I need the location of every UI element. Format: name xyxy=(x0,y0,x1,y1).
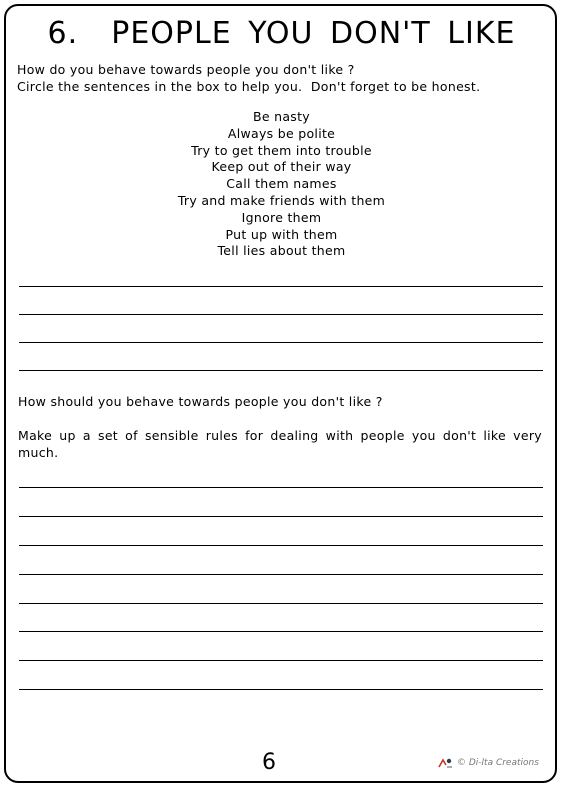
answer-line[interactable] xyxy=(19,660,543,661)
option-item[interactable]: Ignore them xyxy=(241,209,322,225)
publisher-logo-icon xyxy=(438,757,454,769)
credit xyxy=(438,756,539,770)
answer-line[interactable] xyxy=(19,286,543,287)
answer-line[interactable] xyxy=(19,314,543,315)
option-item[interactable]: Call them names xyxy=(226,176,337,192)
answer-line[interactable] xyxy=(19,516,543,517)
intro-question: How do you behave towards people you don't like ? xyxy=(17,62,355,77)
intro-instruction: Circle the sentences in the box to help you. Don't forget to be honest. xyxy=(17,79,481,94)
option-item[interactable]: Keep out of their way xyxy=(211,159,352,175)
answer-line[interactable] xyxy=(19,689,543,690)
option-item[interactable]: Be nasty xyxy=(252,109,311,124)
options-list xyxy=(0,108,563,259)
option-item[interactable]: Always be polite xyxy=(227,125,336,141)
intro-text xyxy=(17,61,547,95)
answer-line[interactable] xyxy=(19,603,543,604)
option-item[interactable]: Put up with them xyxy=(225,226,338,242)
answer-line[interactable] xyxy=(19,574,543,575)
option-item[interactable]: Try to get them into trouble xyxy=(191,142,372,158)
question-2: How should you behave towards people you don't like ? xyxy=(18,394,383,409)
worksheet-title: 6. PEOPLE YOU DON'T LIKE xyxy=(47,16,516,51)
answer-line[interactable] xyxy=(19,487,543,488)
answer-line[interactable] xyxy=(19,631,543,632)
option-item[interactable]: Try and make friends with them xyxy=(177,192,386,208)
rules-instruction: Make up a set of sensible rules for dealing with people you don't like very much. xyxy=(18,428,542,460)
answer-line[interactable] xyxy=(19,545,543,546)
credit-text: © Di-lta Creations xyxy=(457,758,539,768)
answer-line[interactable] xyxy=(19,370,543,371)
page-number: 6 xyxy=(262,750,276,775)
option-item[interactable]: Tell lies about them xyxy=(217,243,346,259)
answer-line[interactable] xyxy=(19,342,543,343)
